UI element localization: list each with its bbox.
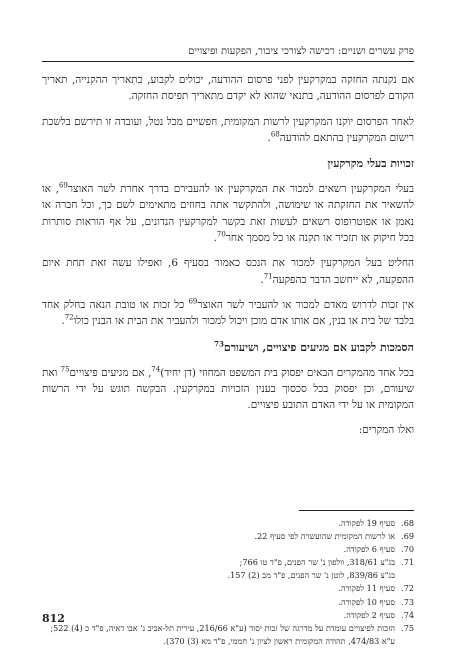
paragraph-6-text: בכל אחד מהמקרים הבאים יפסוק בית המשפט המחוזי (דן יחיד) xyxy=(160,366,414,379)
footnote-item xyxy=(42,609,414,622)
body-text xyxy=(42,72,414,448)
footnote-number: 72. xyxy=(401,583,414,594)
footnote-number: 68. xyxy=(401,518,414,528)
footnote-text: סעיף 10 לפקודה. xyxy=(338,596,395,607)
paragraph-7-text: ואלו המקרים: xyxy=(358,424,414,437)
footnote-text: הזכות לפיצויים עומדת על מדרגה של זכות יסוד (ע"א 216/66, עירית תל-אביב נ' אבו דאיה, פ"ד כ (4) 522; xyxy=(50,622,395,633)
paragraph-1-text: אם נקנתה החזקה במקרקעין לפני פרסום ההודעה, יכולים לקבוע, כתאריך ההקנייה, תאריך הקודם לפרסום ההודעה, בתנאי שהוא לא יקדם מתאריך תפיסת החזקה. xyxy=(42,74,414,103)
paragraph-3-end: . xyxy=(213,232,217,245)
footnote-separator xyxy=(299,510,414,511)
footnote-continuation: בג"צ 839/86, לוטן נ' שר הפנים, פ"ד מב (2) 157. xyxy=(227,570,395,581)
paragraph-3 xyxy=(42,181,414,246)
footnote-text: בג"צ 318/61, וולפון נ' שר הפנים, פ"ד טו 766; xyxy=(239,557,395,568)
footnote-text: סעיף 11 לפקודה. xyxy=(338,583,395,594)
footnote-item xyxy=(42,530,414,543)
section-heading-landowner-rights: זכויות בעלי מקרקעין xyxy=(327,157,414,171)
page-number: 812 xyxy=(42,612,65,625)
paragraph-6-text-c: ואת שיעורם, וכן יפסוק בכל סכסוך בענין הזכויות במקרקעין. הבקשה תוגש על ידי הרשות המקומית או על ידי האדם התובע פיצויים. xyxy=(42,366,414,412)
paragraph-4-text: החליט בעל המקרקעין למכור את הנכס כאמור בסעיף 6, ואפילו עשה זאת תחת איום ההפקעה, לא ייחשב הדבר כהפקעה xyxy=(42,257,414,286)
document-page xyxy=(42,0,414,646)
footnote-ref-69[interactable]: 69 xyxy=(58,181,68,190)
paragraph-5-end: . xyxy=(61,315,65,328)
footnote-ref-73[interactable]: 73 xyxy=(214,338,224,348)
footnote-ref-74[interactable]: 74 xyxy=(151,365,161,374)
footnote-ref-75[interactable]: 75 xyxy=(60,365,70,374)
paragraph-5-text-b: כל זכות או טובת הנאה בחלק אחד בלבד של בית או בנין, אם אותו אדם מוכן ויכול למכור ולהעביר את הבית או הבנין כולו xyxy=(42,298,414,328)
footnote-text: או לרשות המקומית שהועשרה לפי סעיף 22. xyxy=(254,531,395,542)
footnote-item xyxy=(42,556,414,569)
section-heading-text: הסמכות לקבוע אם מגיעים פיצויים, ושיעורם xyxy=(223,340,414,354)
footnote-number: 73. xyxy=(401,596,414,607)
footnote-item xyxy=(42,622,414,635)
footnote-ref-68[interactable]: 68 xyxy=(270,130,280,139)
paragraph-2 xyxy=(42,114,414,147)
paragraph-2-text: לאחר הפרסום יוקנו המקרקעין לרשות המקומית, חפשיים מכל נטל, ועובדה זו תירשם בלשכת רישום המקרקעין בהתאם להודעה xyxy=(42,115,414,144)
paragraph-6 xyxy=(42,365,414,414)
footnote-number: 70. xyxy=(401,544,414,555)
footnote-ref-70[interactable]: 70 xyxy=(216,230,226,239)
footnote-number: 71. xyxy=(401,557,414,568)
footnote-number: 74. xyxy=(401,609,414,620)
section-heading-compensation-authority xyxy=(42,340,414,355)
footnote-item xyxy=(42,582,414,595)
footnote-text: סעיף 2 לפקודה. xyxy=(343,609,395,620)
footnote-ref-69b[interactable]: 69 xyxy=(188,297,198,306)
footnotes xyxy=(42,508,414,648)
footnote-item xyxy=(42,517,414,530)
paragraph-2-end: . xyxy=(267,131,271,144)
paragraph-5-text: אין זכות לדרוש מאדם למכור או להעביר לשר האוצר xyxy=(197,298,414,311)
paragraph-5 xyxy=(42,297,414,330)
footnote-ref-72[interactable]: 72 xyxy=(64,313,74,322)
paragraph-4-end: . xyxy=(260,273,264,286)
footnote-item xyxy=(42,543,414,556)
footnote-text: סעיף 6 לפקודה. xyxy=(343,544,395,555)
paragraph-3-text-b: , או להשאיר את החזקתה או שימושה, ולהתקשר אתה בחוזים מתאימים לשם כך, וכל חברה או נאמן או אפוטרופוס רשאים לעשות זאת בקשר למקרקעין הנדונים, על אף הוראות סותרות בכל חיקוק או תזכיר או תקנה או כל מסמך אחר xyxy=(42,183,414,245)
paragraph-3-text: בעלי המקרקעין רשאים למכור את המקרקעין או להעבירם בדרך אחרת לשר האוצר xyxy=(67,183,414,196)
footnote-number: 75. xyxy=(401,622,414,633)
paragraph-1 xyxy=(42,72,414,105)
footnote-continuation: ע"א 474/83, תהודה המקומית ראשון לציון נ' חממי, פ"ד מא (3) 370). xyxy=(163,635,395,646)
footnote-list xyxy=(42,517,414,648)
paragraph-7 xyxy=(42,422,414,438)
header-rule xyxy=(42,61,414,62)
footnote-number: 69. xyxy=(401,531,414,542)
footnote-item xyxy=(42,596,414,609)
running-head: פרק עשרים ושניים: רכישה לצורכי ציבור, הפקעות ופיצויים xyxy=(188,46,414,57)
footnote-text: סעיף 19 לפקודה. xyxy=(338,518,395,528)
paragraph-4 xyxy=(42,255,414,288)
footnote-ref-71[interactable]: 71 xyxy=(263,272,273,281)
paragraph-6-text-b: , אם מגיעים פיצויים xyxy=(69,366,152,379)
